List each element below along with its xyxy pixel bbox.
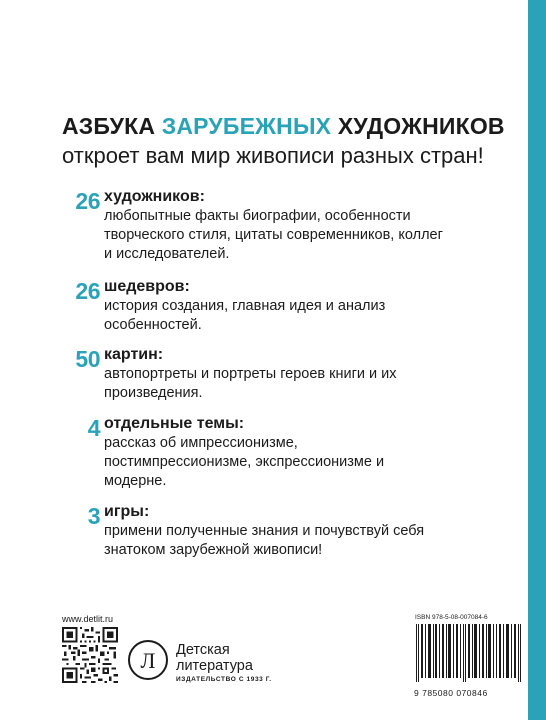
feature-description: примени полученные знания и почувствуй себя знатоком зарубежной живописи! [104,523,425,558]
subline: откроет вам мир живописи разных стран! [62,143,484,168]
feature-title: картин: [104,346,164,363]
feature-description: любопытные факты биографии, особенности творческого стиля, цитаты современников, коллег и исследователей. [104,208,443,262]
headline-part2: ХУДОЖНИКОВ [331,113,505,139]
feature-number: 26 [75,278,100,304]
feature-title: игры: [104,503,150,520]
publisher-since: ИЗДАТЕЛЬСТВО С 1933 Г. [176,676,272,683]
publisher-logo-letter: Л [140,648,156,673]
publisher-name-line2: литература [176,658,253,674]
feature-description: автопортреты и портреты героев книги и их произведения. [104,366,397,401]
barcode-block [414,614,524,698]
feature-description: история создания, главная идея и анализ особенностей. [104,298,386,333]
feature-number: 26 [75,188,100,214]
publisher-name-line1: Детская [176,642,230,658]
feature-title: художников: [104,188,205,205]
feature-description: рассказ об импрессионизме, постимпрессионизме, экспрессионизме и модерне. [104,435,385,489]
isbn-text: ISBN 978-5-08-007084-6 [415,614,488,621]
feature-number: 50 [75,346,100,372]
publisher-name [176,642,253,674]
barcode-icon [414,624,524,682]
publisher-logo [128,640,168,680]
feature-number: 3 [87,503,100,529]
spine-stripe [528,0,546,720]
feature-number: 4 [87,415,100,441]
feature-title: отдельные темы: [104,415,245,432]
headline [62,113,532,140]
headline-part1: АЗБУКА [62,113,162,139]
qr-code[interactable] [62,627,118,683]
ean-number: 9 785080 070846 [414,688,488,698]
website-url[interactable]: www.detlit.ru [62,614,114,624]
feature-title: шедевров: [104,278,190,295]
headline-accent: ЗАРУБЕЖНЫХ [161,113,332,139]
